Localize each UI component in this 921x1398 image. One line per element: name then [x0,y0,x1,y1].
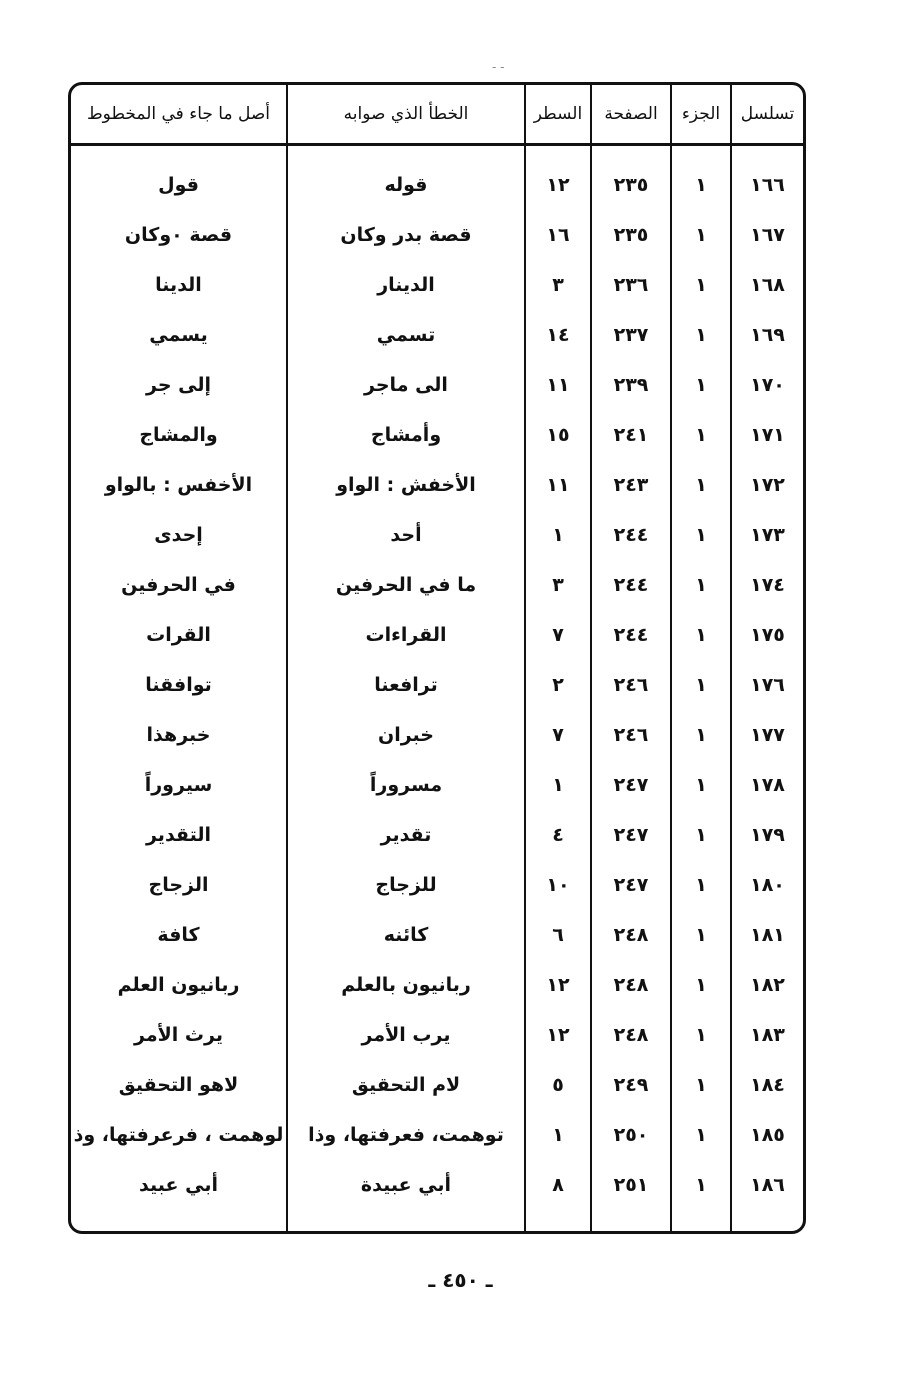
cell-correct: تقدير [287,810,525,860]
cell-part: ١ [671,310,731,360]
cell-original: الدينا [155,274,202,296]
cell-serial: ١٧٦ [731,660,803,710]
cell-line: ١٢ [525,1010,591,1060]
errata-table [71,85,803,1231]
cell-page: ٢٤٩ [591,1060,671,1110]
cell-original: الزجاج [148,874,209,896]
cell-correct: الدينار [287,260,525,310]
cell-serial: ١٧٩ [731,810,803,860]
table-row [71,610,803,660]
cell-line: ١٢ [525,160,591,210]
table-header [71,85,803,145]
cell-serial: ١٧٠ [731,360,803,410]
filler-cell [287,1210,525,1231]
cell-original: في الحرفين [121,574,236,596]
cell-correct: أبي عبيدة [287,1160,525,1210]
cell-part: ١ [671,860,731,910]
cell-part: ١ [671,960,731,1010]
table-row [71,1060,803,1110]
cell-part: ١ [671,660,731,710]
filler-cell [525,1210,591,1231]
table-row [71,660,803,710]
cell-part: ١ [671,560,731,610]
table-row [71,710,803,760]
cell-line: ٧ [525,610,591,660]
cell-line: ٥ [525,1060,591,1110]
spacer-row [71,145,803,161]
table-row [71,810,803,860]
cell-line: ٢ [525,660,591,710]
cell-serial: ١٨٤ [731,1060,803,1110]
cell-serial: ١٨٣ [731,1010,803,1060]
cell-page: ٢٣٦ [591,260,671,310]
cell-correct: خبران [287,710,525,760]
cell-page: ٢٣٩ [591,360,671,410]
cell-original: كافة [157,924,200,946]
cell-page: ٢٤٣ [591,460,671,510]
cell-line: ٤ [525,810,591,860]
cell-correct: قوله [287,160,525,210]
cell-line: ٧ [525,710,591,760]
filler-cell [71,1210,287,1231]
cell-part: ١ [671,760,731,810]
table-row [71,760,803,810]
cell-line: ١٤ [525,310,591,360]
cell-part: ١ [671,510,731,560]
cell-correct: للزجاج [287,860,525,910]
filler-cell [591,1210,671,1231]
spacer-cell [71,145,287,161]
cell-part: ١ [671,210,731,260]
cell-line: ٣ [525,260,591,310]
cell-part: ١ [671,1160,731,1210]
scan-mark: - - [492,60,505,74]
cell-original: قول [158,174,199,196]
cell-correct: القراءات [287,610,525,660]
cell-line: ١ [525,1110,591,1160]
cell-line: ٦ [525,910,591,960]
cell-correct: ما في الحرفين [287,560,525,610]
cell-correct: وأمشاج [287,410,525,460]
spacer-cell [287,145,525,161]
cell-page: ٢٤٤ [591,510,671,560]
table-row [71,860,803,910]
spacer-cell [671,145,731,161]
table-row [71,510,803,560]
table-row [71,410,803,460]
cell-original: إلى جر [146,374,211,396]
cell-page: ٢٤١ [591,410,671,460]
table-row [71,910,803,960]
cell-page: ٢٥٠ [591,1110,671,1160]
cell-serial: ١٧٣ [731,510,803,560]
cell-serial: ١٧٥ [731,610,803,660]
cell-original: أبي عبيد [139,1174,218,1196]
cell-original: توافقنا [145,674,212,696]
cell-serial: ١٨١ [731,910,803,960]
cell-serial: ١٧٨ [731,760,803,810]
cell-correct: أحد [287,510,525,560]
table-body [71,145,803,1232]
table-row [71,960,803,1010]
cell-original: ربانيون العلم [117,974,240,996]
cell-serial: ١٧١ [731,410,803,460]
cell-correct: تسمي [287,310,525,360]
header-line: السطر [525,85,591,145]
header-correct: الخطأ الذي صوابه [287,85,525,145]
cell-serial: ١٦٨ [731,260,803,310]
cell-serial: ١٧٤ [731,560,803,610]
header-page: الصفحة [591,85,671,145]
table-row [71,1010,803,1060]
cell-correct: الى ماجر [287,360,525,410]
cell-original: قصة ٠وكان [124,224,233,246]
cell-serial: ١٧٧ [731,710,803,760]
cell-part: ١ [671,260,731,310]
cell-page: ٢٤٤ [591,610,671,660]
header-row [71,85,803,145]
table-row [71,1160,803,1210]
cell-serial: ١٨٢ [731,960,803,1010]
cell-correct: الأخفش : الواو [287,460,525,510]
cell-part: ١ [671,460,731,510]
table-row [71,1110,803,1160]
table-row [71,310,803,360]
table-row [71,160,803,210]
cell-page: ٢٤٨ [591,1010,671,1060]
cell-original: القرات [146,624,211,646]
page-number: ـ ٤٥٠ ـ [428,1268,493,1292]
cell-part: ١ [671,1060,731,1110]
cell-page: ٢٤٧ [591,810,671,860]
filler-row [71,1210,803,1231]
cell-line: ١٦ [525,210,591,260]
cell-serial: ١٧٢ [731,460,803,510]
cell-original: سيروراً [144,774,213,796]
cell-serial: ١٨٥ [731,1110,803,1160]
cell-part: ١ [671,710,731,760]
cell-original: الأخفس : بالواو [104,474,253,496]
cell-part: ١ [671,360,731,410]
filler-cell [731,1210,803,1231]
cell-original: خبرهذا [146,724,211,746]
cell-line: ٣ [525,560,591,610]
cell-line: ١٥ [525,410,591,460]
cell-original: يرث الأمر [134,1024,223,1046]
cell-page: ٢٤٧ [591,760,671,810]
cell-line: ٨ [525,1160,591,1210]
cell-page: ٢٤٨ [591,960,671,1010]
cell-original: التقدير [145,824,211,846]
filler-cell [671,1210,731,1231]
cell-page: ٢٣٥ [591,210,671,260]
cell-page: ٢٤٧ [591,860,671,910]
cell-original: إحدى [154,524,203,546]
cell-line: ١١ [525,360,591,410]
cell-correct: مسروراً [287,760,525,810]
cell-original: لوهمت ، فرعرفتها، وذ [73,1124,284,1146]
cell-page: ٢٤٤ [591,560,671,610]
cell-line: ١١ [525,460,591,510]
cell-page: ٢٣٥ [591,160,671,210]
cell-correct: توهمت، فعرفتها، وذا [287,1110,525,1160]
cell-serial: ١٨٠ [731,860,803,910]
cell-part: ١ [671,810,731,860]
cell-line: ١ [525,510,591,560]
cell-line: ١ [525,760,591,810]
table-row [71,210,803,260]
cell-correct: ترافعنا [287,660,525,710]
table-row [71,360,803,410]
cell-page: ٢٣٧ [591,310,671,360]
cell-correct: قصة بدر وكان [287,210,525,260]
cell-correct: كائنه [287,910,525,960]
cell-correct: لام التحقيق [287,1060,525,1110]
spacer-cell [731,145,803,161]
cell-page: ٢٤٦ [591,710,671,760]
cell-correct: ربانيون بالعلم [287,960,525,1010]
cell-line: ١٢ [525,960,591,1010]
cell-part: ١ [671,610,731,660]
cell-part: ١ [671,1010,731,1060]
table-row [71,560,803,610]
cell-serial: ١٨٦ [731,1160,803,1210]
errata-table-frame [68,82,806,1234]
header-original: أصل ما جاء في المخطوط [71,85,287,145]
cell-page: ٢٤٨ [591,910,671,960]
cell-part: ١ [671,910,731,960]
cell-serial: ١٦٧ [731,210,803,260]
table-row [71,260,803,310]
header-part: الجزء [671,85,731,145]
spacer-cell [525,145,591,161]
cell-page: ٢٤٦ [591,660,671,710]
cell-original: يسمي [149,324,208,346]
table-row [71,460,803,510]
cell-original: والمشاج [139,424,218,446]
cell-original: لاهو التحقيق [118,1074,239,1096]
cell-line: ١٠ [525,860,591,910]
cell-part: ١ [671,410,731,460]
cell-page: ٢٥١ [591,1160,671,1210]
cell-part: ١ [671,160,731,210]
cell-correct: يرب الأمر [287,1010,525,1060]
cell-serial: ١٦٦ [731,160,803,210]
header-serial: تسلسل [731,85,803,145]
cell-part: ١ [671,1110,731,1160]
spacer-cell [591,145,671,161]
cell-serial: ١٦٩ [731,310,803,360]
